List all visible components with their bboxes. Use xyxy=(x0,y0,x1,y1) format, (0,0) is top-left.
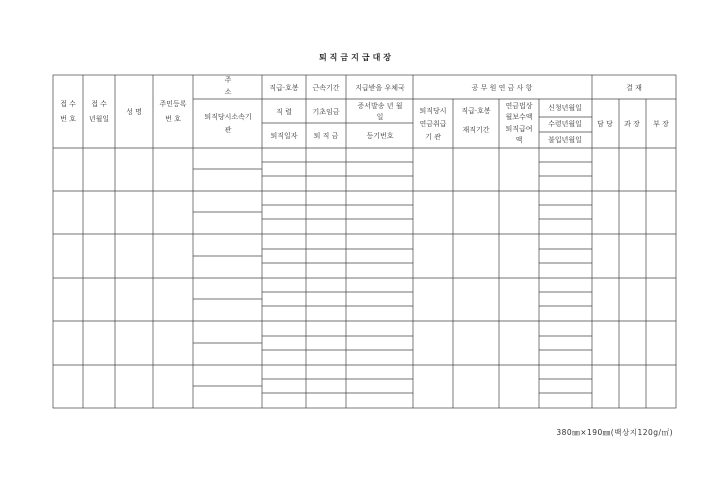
pension-at-retire-header-1: 퇴직당시 xyxy=(419,107,447,115)
retire-date-header: 퇴직일자 xyxy=(270,132,298,140)
approver-staff-header: 담 당 xyxy=(597,120,613,128)
base-pay-header: 기초임금 xyxy=(312,108,340,116)
approval-header: 결 재 xyxy=(626,84,642,92)
cert-issue-date-header-1: 증서발송 년 월 xyxy=(357,102,403,110)
pension-grade-header: 직급·호봉 xyxy=(461,107,491,115)
position-header: 직 렬 xyxy=(276,108,292,116)
receive-date-header: 수령년월일 xyxy=(548,120,582,128)
apply-date-header: 신청년월일 xyxy=(548,104,582,112)
pension-law-header-2: 월보수액 xyxy=(505,113,533,121)
pension-severance-header-1: 퇴직급여 xyxy=(505,125,533,133)
grade-step-header: 직급·호봉 xyxy=(269,84,299,92)
cert-issue-date-header-2: 일 xyxy=(376,113,384,121)
approver-chief-header: 과 장 xyxy=(624,120,640,128)
paper-spec-footer: 380㎜×190㎜(백상지120g/㎡) xyxy=(556,428,673,437)
receipt-date-header-1: 접 수 xyxy=(91,100,107,108)
document-title: 퇴직금지급대장 xyxy=(318,53,395,62)
resident-no-header-1: 주민등록 xyxy=(159,100,187,108)
pension-section-header: 공 무 원 연 금 사 항 xyxy=(471,84,533,92)
pension-at-retire-header-2: 연금취급 xyxy=(419,120,447,128)
resident-no-header-2: 번 호 xyxy=(165,115,181,123)
agency-header-1: 퇴직당시소속기 xyxy=(204,113,252,121)
pension-law-header-1: 연금법상 xyxy=(505,102,533,110)
pension-at-retire-header-3: 기 관 xyxy=(425,133,441,141)
receipt-date-header-2: 년월일 xyxy=(88,115,110,123)
name-header: 성 명 xyxy=(126,108,142,116)
pension-service-header: 재직기간 xyxy=(462,126,490,134)
agency-header-2: 관 xyxy=(224,126,232,134)
address-header-1: 주 xyxy=(224,76,232,84)
pay-date-header: 불입년월일 xyxy=(548,136,582,144)
approver-head-header: 부 장 xyxy=(653,120,669,128)
pay-office-header: 지급받을 우체국 xyxy=(355,84,405,92)
receipt-no-header-2: 번 호 xyxy=(60,115,76,123)
address-header-2: 소 xyxy=(224,88,232,96)
receipt-no-header-1: 접 수 xyxy=(60,100,76,108)
severance-header: 퇴 직 금 xyxy=(313,132,339,140)
service-period-header: 근속기간 xyxy=(312,84,340,92)
pension-severance-header-2: 액 xyxy=(515,136,523,144)
register-no-header: 등기번호 xyxy=(366,132,394,140)
